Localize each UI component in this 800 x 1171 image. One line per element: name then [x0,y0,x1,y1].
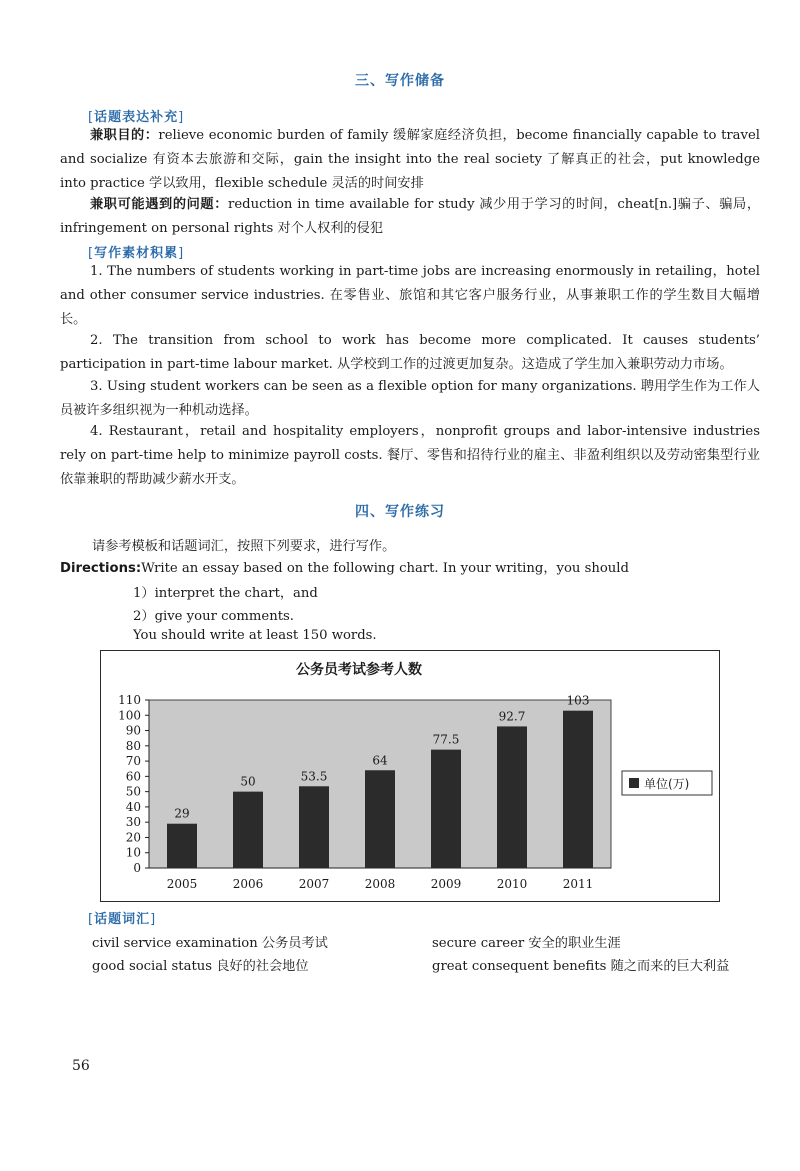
x-tick-label: 2006 [232,877,264,891]
directions-label: Directions: [60,561,142,576]
direction-item: 2）give your comments. [133,609,294,624]
y-tick-label: 90 [125,723,141,738]
vocab-item: civil service examination 公务员考试 [92,936,328,951]
purpose-text: relieve economic burden of family 缓解家庭经济负担，become financially capable to travel and socialize 有资本去旅游和交际，gain the insight into the real society 了解真正的社会，put knowledge into practice 学以致用，flexible schedule 灵活的时间安排 [60,128,761,191]
writing-instruction: 请参考模板和话题词汇，按照下列要求，进行写作。 [92,539,396,554]
bar-value-label: 77.5 [432,732,460,747]
vocab-item: good social status 良好的社会地位 [92,959,309,974]
problems-label: 兼职可能遇到的问题： [90,197,229,212]
section3-title: 三、写作储备 [355,73,445,89]
y-tick-label: 80 [125,738,141,753]
chart-title: 公务员考试参考人数 [296,662,422,678]
material-item: 4. Restaurant，retail and hospitality employers，nonprofit groups and labor-intensive industries rely on part-time help to minimize payroll costs. 餐厅、零售和招待行业的雇主、非盈利组织以及劳动密集型行业依靠兼职的帮助减少薪水开支。 [60,424,760,487]
y-tick-label: 100 [118,708,141,723]
x-tick-label: 2005 [166,877,198,891]
problems-text: reduction in time available for study 减少用于学习的时间，cheat[n.]骗子、骗局，infringement on personal rights 对个人权利的侵犯 [60,197,761,236]
purpose-label: 兼职目的： [90,128,159,143]
y-tick-label: 0 [133,861,141,875]
material-accumulation-label: 写作素材积累 [94,246,179,261]
page-number: 56 [72,1058,90,1074]
y-tick-label: 60 [125,769,141,784]
bar-value-label: 64 [372,753,388,768]
vocab-item: secure career 安全的职业生涯 [432,936,621,951]
bar [431,750,461,868]
purpose-paragraph [60,124,760,196]
x-tick-label: 2007 [298,877,330,891]
topic-expression-label: 话题表达补充 [94,110,179,125]
y-tick-label: 10 [125,845,141,860]
section4-title: 四、写作练习 [355,504,445,520]
material-accumulation-tag: [写作素材积累] [88,246,185,261]
bar [563,711,593,868]
bar [497,726,527,868]
material-item: 3. Using student workers can be seen as a flexible option for many organizations. 聘用学生作为工作人员被许多组织视为一种机动选择。 [60,379,760,418]
x-tick-label: 2009 [430,877,462,891]
bar [365,770,395,868]
y-tick-label: 40 [125,799,141,814]
legend-swatch [629,778,639,788]
bar-value-label: 103 [566,693,590,708]
bar-value-label: 50 [240,774,256,789]
topic-vocab-tag: [话题词汇] [88,912,157,927]
bar-value-label: 53.5 [300,769,328,784]
x-tick-label: 2011 [562,877,594,891]
problems-paragraph [60,193,760,241]
y-tick-label: 110 [118,693,141,707]
topic-vocab-label: 话题词汇 [94,912,151,927]
x-tick-label: 2010 [496,877,528,891]
material-item: 2. The transition from school to work has become more complicated. It causes students’ participation in part-time labour market. 从学校到工作的过渡更加复杂。这造成了学生加入兼职劳动力市场。 [60,333,760,372]
topic-expression-tag: [话题表达补充] [88,110,185,125]
bar-chart [101,651,718,900]
bar [233,792,263,868]
direction-item: 1）interpret the chart，and [133,586,318,601]
x-tick-label: 2008 [364,877,396,891]
directions-text: Write an essay based on the following chart. In your writing，you should [141,561,629,576]
bar-value-label: 29 [174,806,190,821]
y-tick-label: 70 [125,754,141,769]
y-tick-label: 30 [125,815,141,830]
y-tick-label: 20 [125,830,141,845]
y-tick-label: 50 [125,784,141,799]
bar [167,824,197,868]
vocab-item: great consequent benefits 随之而来的巨大利益 [432,959,730,974]
directions-line [60,557,780,581]
legend-label: 单位(万) [644,777,690,791]
material-item: 1. The numbers of students working in part-time jobs are increasing enormously in retailing，hotel and other consumer service industries. 在零售业、旅馆和其它客户服务行业，从事兼职工作的学生数目大幅增长。 [60,264,760,327]
direction-item: You should write at least 150 words. [133,628,377,643]
bar [299,786,329,868]
chart-frame [100,650,720,902]
bar-value-label: 92.7 [498,709,526,724]
